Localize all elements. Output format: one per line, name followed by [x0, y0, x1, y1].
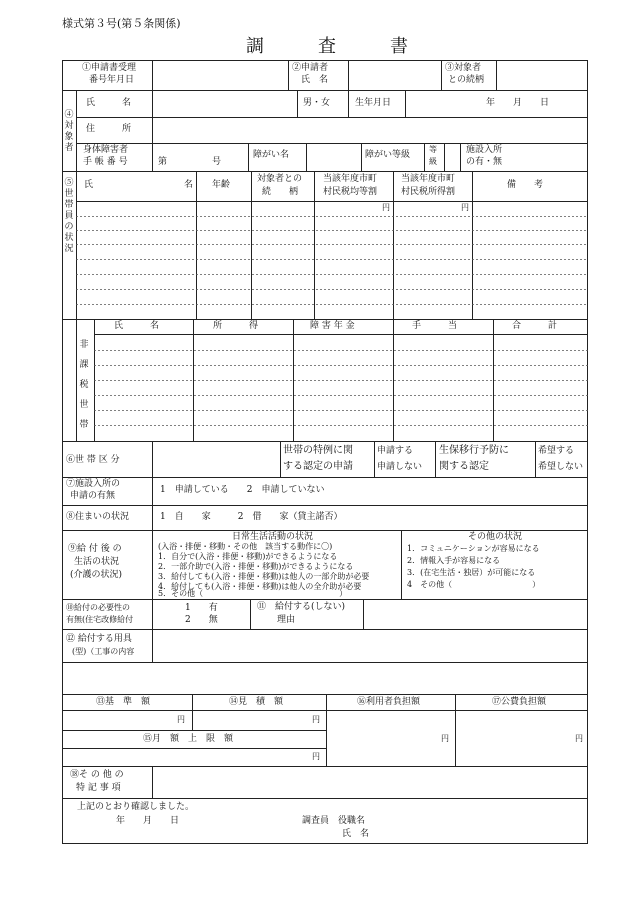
- facility-app-options: 1 申請している 2 申請していない: [160, 485, 325, 495]
- investigator-name-label: 氏 名: [342, 829, 370, 839]
- daily-item-3: 3．給付しても(入浴・排便・移動)は他人の一部介助が必要: [158, 572, 370, 581]
- base-amount-label: ⑬基 準 額: [96, 697, 151, 707]
- need-label-2: 有無(住宅改修給付: [66, 615, 134, 624]
- confirm-text: 上記のとおり確認しました。: [77, 802, 195, 812]
- not-want-option[interactable]: 希望しない: [538, 462, 584, 472]
- daily-item-2: 2．一部介助で(入浴・排便・移動)ができるようになる: [158, 562, 354, 571]
- other-item-4: 4 その他（ ）: [407, 580, 541, 589]
- col-age: 年齢: [212, 180, 231, 190]
- receipt-label-1: ①申請書受理: [82, 63, 137, 73]
- subject-section-label: ④対象者: [64, 110, 74, 153]
- other-item-1: 1．コミュニケーションが容易になる: [407, 544, 540, 553]
- daily-title: 日常生活活動の状況: [232, 532, 314, 542]
- title-char-2: 査: [318, 36, 337, 57]
- user-burden-label: ⑯利用者負担額: [357, 697, 421, 707]
- col-note: 備 考: [507, 180, 544, 190]
- housing-options: 1 自 家 2 借 家（貸主諾否）: [160, 512, 343, 522]
- daily-note: (入浴・排便・移動・その他 該当する動作に〇): [158, 542, 333, 551]
- need-label-1: ⑩給付の必要性の: [66, 603, 130, 612]
- applicant-label-2: 氏 名: [301, 75, 329, 85]
- daily-item-1: 1．自分で(入浴・排便・移動)ができるようになる: [158, 552, 338, 561]
- want-option[interactable]: 希望する: [538, 446, 575, 456]
- estimate-label: ⑭見 積 額: [229, 697, 284, 707]
- living-label-1: ⑨給 付 後 の: [68, 544, 122, 554]
- birthdate-label: 生年月日: [355, 98, 392, 108]
- prevent-label-2: 関する認定: [439, 461, 489, 472]
- address-label: 住 所: [86, 124, 132, 134]
- equipment-label-1: ⑫ 給付する用具: [66, 634, 132, 644]
- apply-option[interactable]: 申請する: [377, 446, 414, 456]
- yen-unit-2: 円: [461, 203, 469, 212]
- household-section-label: ⑤世帯員の状況: [64, 178, 74, 254]
- col-tax-income-1: 当該年度市町: [401, 174, 456, 184]
- handbook-no-suffix: 号: [212, 157, 222, 167]
- col-name-1: 氏: [84, 180, 94, 190]
- remarks-label-2: 特 記 事 項: [76, 783, 121, 793]
- reason-label-2: 理由: [277, 615, 296, 625]
- form-number: 様式第３号(第５条関係): [62, 17, 181, 30]
- user-burden-yen: 円: [441, 734, 449, 743]
- special-label-1: 世帯の特例に関: [283, 445, 353, 456]
- category-label: ⑥世 帯 区 分: [66, 455, 120, 465]
- relation-label-2: との続柄: [448, 75, 485, 85]
- yen-unit-1: 円: [382, 203, 390, 212]
- relation-label-1: ③対象者: [445, 63, 482, 73]
- title-char-3: 書: [390, 36, 409, 57]
- kyu-label-1: 等: [429, 145, 437, 154]
- col-tax-income-2: 村民税所得割: [401, 187, 456, 197]
- living-label-3: (介護の状況): [70, 570, 123, 580]
- other-item-3: 3．(在宅生活・独居）が可能になる: [407, 568, 536, 577]
- disability-label: 障がい名: [253, 150, 290, 160]
- special-label-2: する認定の申請: [283, 461, 353, 472]
- grade-label: 障がい等級: [365, 150, 411, 160]
- public-burden-label: ⑰公費負担額: [492, 697, 547, 707]
- investigator-label: 調査員 役職名: [302, 816, 366, 826]
- title-char-1: 調: [246, 36, 265, 57]
- kyu-label-2: 級: [429, 157, 437, 166]
- handbook-no-prefix: 第: [158, 157, 168, 167]
- prevent-label-1: 生保移行予防に: [439, 445, 509, 456]
- handbook-label-1: 身体障害者: [83, 145, 129, 155]
- nontax-col-total: 合 計: [512, 321, 558, 331]
- other-title: その他の状況: [468, 532, 523, 542]
- monthly-limit-label: ⑮月 額 上 限 額: [143, 734, 234, 744]
- col-name-2: 名: [184, 180, 194, 190]
- subject-name-label: 氏 名: [86, 98, 132, 108]
- applicant-label-1: ②申請者: [292, 63, 329, 73]
- housing-label: ⑧住まいの状況: [66, 512, 130, 522]
- reason-label-1: ⑪ 給付する(しない): [257, 602, 346, 612]
- public-burden-yen: 円: [575, 734, 583, 743]
- birthdate-format: 年 月 日: [486, 98, 550, 108]
- facility-label-2: の有・無: [466, 157, 503, 167]
- nontax-col-pension: 障 害 年 金: [310, 321, 355, 331]
- facility-app-label-2: 申請の有無: [70, 491, 116, 501]
- not-apply-option[interactable]: 申請しない: [377, 462, 423, 472]
- nontax-col-income: 所 得: [213, 321, 259, 331]
- nontax-col-name: 氏 名: [114, 321, 160, 331]
- other-item-2: 2．情報入手が容易になる: [407, 556, 501, 565]
- equipment-label-2: (型)（工事の内容: [72, 647, 135, 656]
- monthly-limit-yen: 円: [312, 752, 320, 761]
- receipt-label-2: 番号年月日: [89, 75, 135, 85]
- remarks-label-1: ⑱そ の 他 の: [70, 770, 124, 780]
- base-yen: 円: [177, 715, 185, 724]
- col-tax-per-capita-1: 当該年度市町: [323, 174, 378, 184]
- col-relation-2: 続 柄: [262, 187, 299, 197]
- col-relation-1: 対象者との: [257, 174, 303, 184]
- nontax-col-allowance: 手 当: [412, 321, 458, 331]
- living-label-2: 生活の状況: [74, 557, 120, 567]
- sex-label: 男・女: [303, 98, 331, 108]
- col-tax-per-capita-2: 村民税均等割: [323, 187, 378, 197]
- facility-app-label-1: ⑦施設入所の: [66, 479, 121, 489]
- need-option-no: 2 無: [185, 615, 218, 625]
- daily-item-5: 5．その他（ ）: [158, 589, 348, 598]
- estimate-yen: 円: [312, 715, 320, 724]
- facility-label-1: 施設入所: [466, 145, 503, 155]
- handbook-label-2: 手 帳 番 号: [83, 157, 128, 167]
- nontax-section-label: 非課税世帯: [79, 340, 89, 430]
- daily-item-4: 4．給付しても(入浴・排便・移動)は他人の全介助が必要: [158, 582, 362, 591]
- need-option-yes: 1 有: [185, 603, 218, 613]
- confirm-date: 年 月 日: [116, 816, 180, 826]
